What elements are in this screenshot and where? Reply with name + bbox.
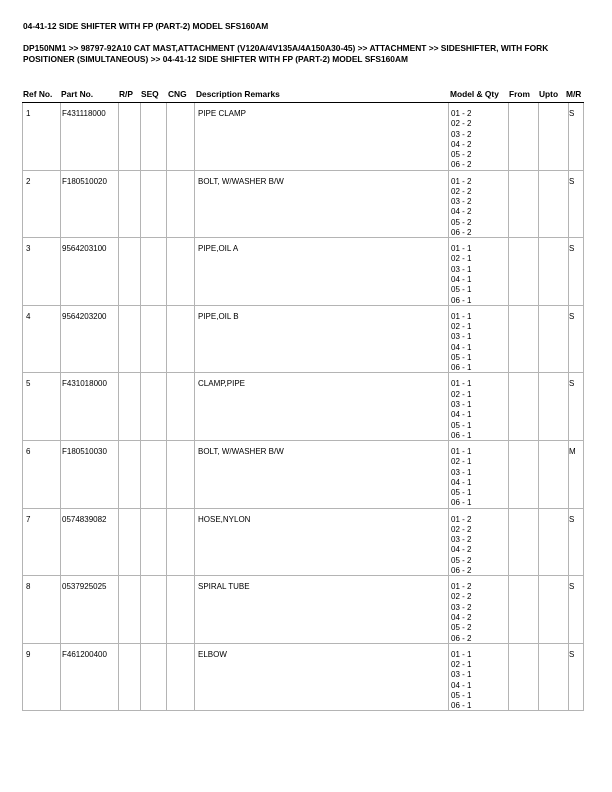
model-qty-line: 06 - 1 (451, 430, 472, 440)
cell-ref: 3 (26, 244, 31, 254)
column-divider (448, 171, 449, 238)
column-divider (166, 238, 167, 305)
column-divider (118, 373, 119, 440)
column-divider (22, 171, 23, 238)
column-divider (538, 238, 539, 305)
cell-model-qty (451, 447, 471, 509)
column-divider (508, 509, 509, 576)
model-qty-line: 05 - 1 (451, 285, 472, 295)
model-qty-line: 05 - 1 (451, 352, 472, 362)
model-qty-line: 04 - 2 (451, 139, 472, 149)
table-row (22, 644, 584, 712)
cell-model-qty (451, 177, 471, 239)
column-divider (508, 373, 509, 440)
model-qty-line: 04 - 2 (451, 207, 472, 217)
model-qty-line: 05 - 1 (451, 488, 472, 498)
model-qty-line: 04 - 2 (451, 545, 472, 555)
model-qty-line: 04 - 1 (451, 342, 472, 352)
cell-model-qty (451, 379, 471, 441)
column-divider (194, 441, 195, 508)
column-divider (22, 306, 23, 373)
cell-ref: 4 (26, 311, 31, 321)
cell-description: ELBOW (198, 649, 227, 659)
column-divider (538, 576, 539, 643)
cell-part-no: F180510030 (62, 447, 107, 456)
column-divider (118, 306, 119, 373)
column-divider (166, 509, 167, 576)
column-divider (140, 306, 141, 373)
model-qty-line: 03 - 1 (451, 670, 472, 680)
column-divider (166, 441, 167, 508)
col-header-mr: M/R (566, 89, 582, 99)
column-divider (583, 509, 584, 576)
model-qty-line: 01 - 1 (451, 244, 472, 254)
col-header-part: Part No. (61, 89, 94, 99)
column-divider (448, 644, 449, 711)
column-divider (583, 373, 584, 440)
column-divider (166, 103, 167, 170)
model-qty-line: 06 - 2 (451, 160, 472, 170)
column-divider (194, 238, 195, 305)
column-divider (538, 644, 539, 711)
cell-part-no: F431118000 (62, 109, 106, 118)
col-header-rp: R/P (119, 89, 133, 99)
column-divider (22, 644, 23, 711)
column-divider (166, 576, 167, 643)
cell-model-qty (451, 650, 471, 712)
cell-mr: S (569, 109, 575, 118)
column-divider (194, 171, 195, 238)
column-divider (448, 103, 449, 170)
cell-part-no: 0537925025 (62, 582, 107, 592)
model-qty-line: 06 - 2 (451, 633, 472, 643)
cell-mr: S (569, 176, 575, 186)
cell-ref: 8 (26, 582, 31, 592)
column-divider (583, 103, 584, 170)
cell-mr: S (569, 244, 575, 254)
cell-description: CLAMP,PIPE (198, 379, 245, 389)
column-divider (166, 373, 167, 440)
model-qty-line: 05 - 2 (451, 217, 472, 227)
cell-mr: S (569, 379, 575, 389)
model-qty-line: 02 - 1 (451, 457, 472, 467)
model-qty-line: 01 - 2 (451, 109, 472, 118)
cell-model-qty (451, 515, 471, 577)
column-divider (118, 644, 119, 711)
page-title: 04-41-12 SIDE SHIFTER WITH FP (PART-2) MODEL SFS160AM (23, 21, 269, 31)
column-divider (508, 644, 509, 711)
model-qty-line: 02 - 1 (451, 660, 472, 670)
column-divider (166, 171, 167, 238)
model-qty-line: 02 - 2 (451, 186, 472, 196)
col-header-from: From (509, 89, 530, 99)
model-qty-line: 06 - 2 (451, 566, 472, 576)
column-divider (140, 373, 141, 440)
col-header-desc: Description Remarks (196, 89, 280, 99)
model-qty-line: 06 - 2 (451, 228, 472, 238)
cell-description: HOSE,NYLON (198, 514, 251, 524)
model-qty-line: 01 - 1 (451, 447, 472, 456)
column-divider (118, 509, 119, 576)
column-divider (60, 644, 61, 711)
column-divider (22, 509, 23, 576)
model-qty-line: 04 - 1 (451, 275, 472, 285)
column-divider (22, 576, 23, 643)
cell-part-no: 9564203200 (62, 311, 107, 321)
cell-mr: S (569, 514, 575, 524)
model-qty-line: 05 - 1 (451, 690, 472, 700)
column-divider (140, 441, 141, 508)
model-qty-line: 03 - 2 (451, 197, 472, 207)
cell-model-qty (451, 312, 471, 374)
column-divider (60, 441, 61, 508)
cell-description: BOLT, W/WASHER B/W (198, 447, 284, 456)
model-qty-line: 02 - 1 (451, 322, 472, 332)
column-divider (60, 171, 61, 238)
column-divider (194, 306, 195, 373)
column-divider (508, 103, 509, 170)
cell-ref: 2 (26, 176, 31, 186)
model-qty-line: 01 - 2 (451, 582, 472, 592)
column-divider (140, 576, 141, 643)
column-divider (60, 509, 61, 576)
column-divider (538, 441, 539, 508)
column-divider (22, 238, 23, 305)
column-divider (583, 171, 584, 238)
cell-ref: 5 (26, 379, 31, 389)
model-qty-line: 06 - 1 (451, 498, 472, 508)
column-divider (448, 441, 449, 508)
model-qty-line: 01 - 2 (451, 176, 472, 186)
column-divider (140, 509, 141, 576)
column-divider (118, 103, 119, 170)
column-divider (22, 441, 23, 508)
column-divider (60, 306, 61, 373)
model-qty-line: 05 - 2 (451, 623, 472, 633)
column-divider (448, 306, 449, 373)
column-divider (194, 509, 195, 576)
table-row (22, 171, 584, 239)
col-header-cng: CNG (168, 89, 187, 99)
column-divider (118, 238, 119, 305)
model-qty-line: 04 - 2 (451, 613, 472, 623)
column-divider (583, 441, 584, 508)
model-qty-line: 03 - 2 (451, 602, 472, 612)
column-divider (140, 644, 141, 711)
cell-mr: S (569, 311, 575, 321)
column-divider (140, 238, 141, 305)
model-qty-line: 05 - 1 (451, 420, 472, 430)
model-qty-line: 03 - 2 (451, 129, 472, 139)
model-qty-line: 01 - 2 (451, 514, 472, 524)
column-divider (194, 373, 195, 440)
cell-description: PIPE,OIL A (198, 244, 239, 254)
column-divider (583, 306, 584, 373)
column-divider (140, 103, 141, 170)
cell-ref: 7 (26, 514, 31, 524)
column-divider (140, 171, 141, 238)
column-divider (60, 103, 61, 170)
column-divider (538, 306, 539, 373)
model-qty-line: 05 - 2 (451, 150, 472, 160)
col-header-upto: Upto (539, 89, 559, 99)
model-qty-line: 03 - 2 (451, 535, 472, 545)
cell-mr: S (569, 582, 575, 592)
model-qty-line: 02 - 1 (451, 389, 472, 399)
cell-part-no: F180510020 (62, 176, 107, 186)
column-divider (60, 238, 61, 305)
table-row (22, 373, 584, 441)
model-qty-line: 01 - 1 (451, 379, 472, 389)
column-divider (508, 441, 509, 508)
col-header-seq: SEQ (141, 89, 159, 99)
column-divider (118, 441, 119, 508)
column-divider (194, 644, 195, 711)
table-row (22, 576, 584, 644)
model-qty-line: 01 - 1 (451, 311, 472, 321)
breadcrumb: DP150NM1 >> 98797-92A10 CAT MAST,ATTACHMENT (V120A/4V135A/4A150A30-45) >> ATTACHMENT >> SIDESHIFTER, WITH FORK POSITIONER (SIMULTANEOUS) >> 04-41-12 SIDE SHIFTER WITH FP (PART-2) MODEL SFS160AM (23, 43, 549, 64)
table-row (22, 441, 584, 509)
model-qty-line: 06 - 1 (451, 701, 472, 711)
cell-model-qty (451, 582, 471, 644)
model-qty-line: 03 - 1 (451, 399, 472, 409)
column-divider (538, 373, 539, 440)
cell-model-qty (451, 244, 471, 306)
model-qty-line: 04 - 1 (451, 477, 472, 487)
column-divider (538, 171, 539, 238)
cell-ref: 1 (26, 109, 31, 118)
column-divider (583, 238, 584, 305)
model-qty-line: 05 - 2 (451, 555, 472, 565)
model-qty-line: 06 - 1 (451, 363, 472, 373)
cell-description: PIPE,OIL B (198, 311, 239, 321)
column-divider (448, 373, 449, 440)
column-divider (194, 103, 195, 170)
column-divider (22, 373, 23, 440)
model-qty-line: 02 - 1 (451, 254, 472, 264)
column-divider (118, 576, 119, 643)
column-divider (118, 171, 119, 238)
col-header-model: Model & Qty (450, 89, 499, 99)
column-divider (583, 576, 584, 643)
model-qty-line: 03 - 1 (451, 264, 472, 274)
cell-description: SPIRAL TUBE (198, 582, 250, 592)
model-qty-line: 02 - 2 (451, 524, 472, 534)
cell-mr: S (569, 649, 575, 659)
model-qty-line: 06 - 1 (451, 295, 472, 305)
column-divider (166, 306, 167, 373)
cell-mr: M (569, 447, 576, 456)
cell-part-no: F461200400 (62, 649, 107, 659)
model-qty-line: 02 - 2 (451, 119, 472, 129)
column-divider (508, 238, 509, 305)
column-divider (508, 171, 509, 238)
table-row (22, 509, 584, 577)
table-row (22, 238, 584, 306)
cell-ref: 9 (26, 649, 31, 659)
cell-part-no: F431018000 (62, 379, 107, 389)
model-qty-line: 04 - 1 (451, 410, 472, 420)
column-divider (448, 576, 449, 643)
column-divider (194, 576, 195, 643)
table-row (22, 306, 584, 374)
column-divider (448, 509, 449, 576)
model-qty-line: 04 - 1 (451, 680, 472, 690)
cell-description: PIPE CLAMP (198, 109, 247, 118)
column-divider (538, 509, 539, 576)
column-divider (60, 576, 61, 643)
column-divider (508, 576, 509, 643)
model-qty-line: 03 - 1 (451, 332, 472, 342)
column-divider (22, 103, 23, 170)
col-header-ref: Ref No. (23, 89, 53, 99)
column-divider (508, 306, 509, 373)
column-divider (60, 373, 61, 440)
column-divider (538, 103, 539, 170)
column-divider (166, 644, 167, 711)
table-row (22, 103, 584, 171)
cell-description: BOLT, W/WASHER B/W (198, 176, 284, 186)
model-qty-line: 03 - 1 (451, 467, 472, 477)
model-qty-line: 01 - 1 (451, 649, 472, 659)
column-divider (583, 644, 584, 711)
model-qty-line: 02 - 2 (451, 592, 472, 602)
column-divider (448, 238, 449, 305)
cell-ref: 6 (26, 447, 31, 456)
cell-part-no: 0574839082 (62, 514, 107, 524)
cell-part-no: 9564203100 (62, 244, 107, 254)
cell-model-qty (451, 109, 471, 171)
